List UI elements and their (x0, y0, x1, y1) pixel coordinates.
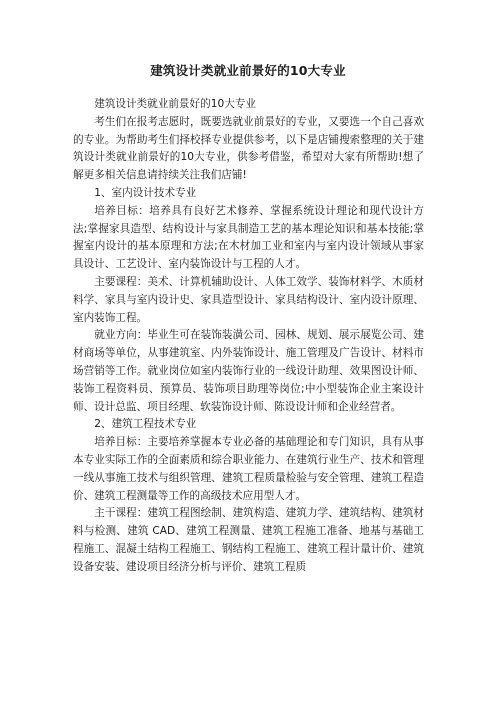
intro-paragraph: 考生们在报考志愿时，既要选就业前景好的专业，又要选一个自己喜欢的专业。为帮助考生们择校择专业提供参考，以下是店铺搜索整理的关于建筑设计类就业前景好的10大专业，供参考借鉴，希望对大家有所帮助!想了解更多相关信息请持续关注我们店铺! (73, 115, 424, 182)
body-paragraph: 主要课程：美术、计算机辅助设计、人体工效学、装饰材料学、木质材料学、家具与室内设计史、家具造型设计、家具结构设计、室内设计原理、室内装饰工程。 (73, 275, 424, 324)
body-paragraph: 培养目标：主要培养掌握本专业必备的基础理论和专门知识，具有从事本专业实际工作的全面素质和综合职业能力、在建筑行业生产、技术和管理一线从事施工技术与组织管理、建筑工程质量检验与安全管理、建筑工程造价、建筑工程测量等工作的高级技术应用型人才。 (73, 436, 424, 502)
body-paragraph: 就业方向：毕业生可在装饰装潢公司、园林、规划、展示展览公司、建材商场等单位，从事建筑室、内外装饰设计、施工管理及广告设计、材料市场营销等工作。就业岗位如室内装饰行业的一线设计助理、效果图设计师、装饰工程资料员、预算员、装饰项目助理等岗位;中小型装饰企业主案设计师、设计总监、项目经理、软装饰设计师、陈设设计师和企业经营者。 (73, 329, 424, 413)
document-title: 建筑设计类就业前景好的10大专业 (150, 63, 346, 78)
body-paragraph: 培养目标：培养具有良好艺术修养、掌握系统设计理论和现代设计方法;掌握家具造型、结构设计与家具制造工艺的基本理论知识和基本技能;掌握室内设计的基本原理和方法;在木材加工业和室内与室内设计领域从事家具设计、工艺设计、室内装饰设计与工程的人才。 (73, 204, 424, 271)
section-heading: 1、室内设计技术专业 (94, 186, 197, 199)
document-body (73, 96, 424, 577)
subtitle-paragraph: 建筑设计类就业前景好的10大专业 (94, 98, 256, 110)
section-heading: 2、建筑工程技术专业 (94, 418, 197, 431)
body-paragraph: 主干课程：建筑工程图绘制、建筑构造、建筑力学、建筑结构、建筑材料与检测、建筑 CAD、建筑工程测量、建筑工程施工准备、地基与基础工程施工、混凝土结构工程施工、钢结构工程施工、建筑工程计量计价、建筑设备安装、建设项目经济分析与评价、建筑工程质 (73, 507, 424, 573)
